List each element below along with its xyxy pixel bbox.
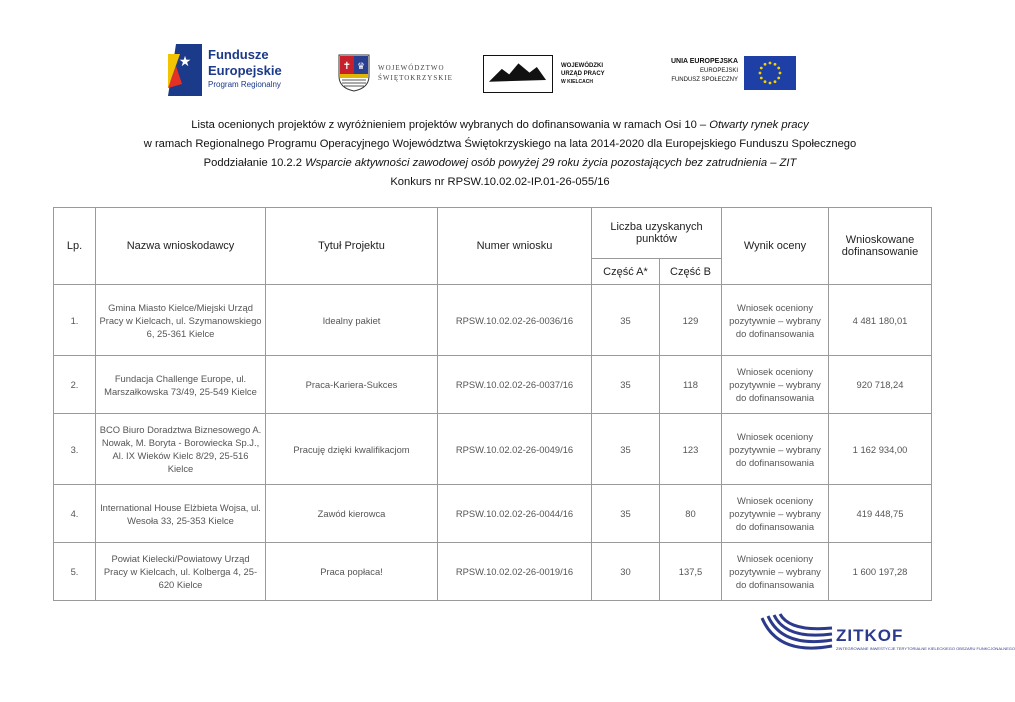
cell-project-title: Idealny pakiet — [266, 285, 438, 356]
wojewodztwo-line2: ŚWIĘTOKRZYSKIE — [378, 74, 453, 82]
svg-text:♛: ♛ — [356, 62, 366, 72]
ue-line3: FUNDUSZ SPOŁECZNY — [671, 77, 738, 83]
cell-funding: 1 600 197,28 — [829, 543, 932, 601]
results-table — [53, 207, 932, 601]
wup-logo-frame — [483, 55, 553, 93]
header-part-a: Część A* — [592, 259, 660, 285]
cell-result: Wniosek oceniony pozytywnie – wybrany do dofinansowania — [722, 285, 829, 356]
header-points: Liczba uzyskanych punktów — [592, 208, 722, 259]
cell-applicant: International House Elżbieta Wojsa, ul. Wesoła 33, 25-353 Kielce — [96, 485, 266, 543]
cell-application-number: RPSW.10.02.02-26-0044/16 — [438, 485, 592, 543]
cell-part-b: 80 — [660, 485, 722, 543]
cell-lp: 5. — [54, 543, 96, 601]
coat-of-arms-icon — [338, 54, 370, 92]
heading-line-4: Konkurs nr RPSW.10.02.02-IP.01-26-055/16 — [390, 176, 610, 188]
wup-line2: URZĄD PRACY — [561, 71, 605, 77]
cell-part-b: 137,5 — [660, 543, 722, 601]
cell-part-a: 35 — [592, 356, 660, 414]
cell-part-a: 35 — [592, 485, 660, 543]
ue-line2: EUROPEJSKI — [699, 68, 738, 74]
cell-result: Wniosek oceniony pozytywnie – wybrany do dofinansowania — [722, 485, 829, 543]
heading-line-2: w ramach Regionalnego Programu Operacyjnego Województwa Świętokrzyskiego na lata 2014-2020 dla Europejskiego Funduszu Społecznego — [143, 138, 857, 150]
zitkof-swirl-icon — [758, 612, 838, 662]
heading-line-3: Poddziałanie 10.2.2 Wsparcie aktywności zawodowej osób powyżej 29 roku życia pozostających bez zatrudnienia – ZIT — [203, 157, 797, 169]
cell-part-b: 118 — [660, 356, 722, 414]
cell-part-a: 30 — [592, 543, 660, 601]
header-result: Wynik oceny — [722, 208, 829, 285]
table-row — [54, 356, 932, 414]
wup-line1: WOJEWÓDZKI — [561, 63, 603, 69]
wup-line3: W KIELCACH — [561, 79, 593, 85]
cell-application-number: RPSW.10.02.02-26-0037/16 — [438, 356, 592, 414]
svg-text:★: ★ — [178, 54, 192, 70]
cell-lp: 1. — [54, 285, 96, 356]
table-row — [54, 414, 932, 485]
cell-result: Wniosek oceniony pozytywnie – wybrany do dofinansowania — [722, 414, 829, 485]
ue-line1: UNIA EUROPEJSKA — [670, 58, 738, 65]
cell-part-b: 129 — [660, 285, 722, 356]
cell-part-a: 35 — [592, 285, 660, 356]
fundusze-line2: Europejskie — [208, 63, 282, 78]
cell-lp: 3. — [54, 414, 96, 485]
cell-funding: 1 162 934,00 — [829, 414, 932, 485]
cell-applicant: Fundacja Challenge Europe, ul. Marszałkowska 73/49, 25-549 Kielce — [96, 356, 266, 414]
zitkof-tagline: ZINTEGROWANE INWESTYCJE TERYTORIALNE KIELECKIEGO OBSZARU FUNKCJONALNEGO — [836, 646, 1015, 651]
cell-project-title: Pracuję dzięki kwalifikacjom — [266, 414, 438, 485]
cell-funding: 419 448,75 — [829, 485, 932, 543]
table-row — [54, 285, 932, 356]
cell-project-title: Praca popłaca! — [266, 543, 438, 601]
header-lp: Lp. — [54, 208, 96, 285]
fundusze-line3: Program Regionalny — [208, 80, 281, 89]
table-row — [54, 543, 932, 601]
cell-result: Wniosek oceniony pozytywnie – wybrany do dofinansowania — [722, 543, 829, 601]
document-heading — [70, 116, 930, 192]
cell-result: Wniosek oceniony pozytywnie – wybrany do dofinansowania — [722, 356, 829, 414]
cell-applicant: Powiat Kielecki/Powiatowy Urząd Pracy w Kielcach, ul. Kolberga 4, 25-620 Kielce — [96, 543, 266, 601]
cell-applicant: Gmina Miasto Kielce/Miejski Urząd Pracy w Kielcach, ul. Szymanowskiego 6, 25-361 Kielce — [96, 285, 266, 356]
cell-part-a: 35 — [592, 414, 660, 485]
cell-application-number: RPSW.10.02.02-26-0019/16 — [438, 543, 592, 601]
eu-flag-icon — [744, 56, 796, 90]
fundusze-line1: Fundusze — [208, 47, 269, 62]
header-funding: Wnioskowane dofinansowanie — [829, 208, 932, 285]
header-applicant: Nazwa wnioskodawcy — [96, 208, 266, 285]
cell-lp: 2. — [54, 356, 96, 414]
heading-line-1: Lista ocenionych projektów z wyróżnieniem projektów wybranych do dofinansowania w ramach Osi 10 – Otwarty rynek pracy — [191, 119, 809, 131]
svg-text:✝: ✝ — [342, 61, 352, 72]
zitkof-name: ZITKOF — [836, 626, 904, 645]
header-part-b: Część B — [660, 259, 722, 285]
cell-project-title: Praca-Kariera-Sukces — [266, 356, 438, 414]
table-header-row — [54, 208, 932, 259]
cell-funding: 4 481 180,01 — [829, 285, 932, 356]
table-row — [54, 485, 932, 543]
header-application-number: Numer wniosku — [438, 208, 592, 285]
fundusze-europejskie-mark-icon — [168, 44, 202, 96]
wojewodztwo-line1: WOJEWÓDZTWO — [378, 64, 445, 72]
cell-project-title: Zawód kierowca — [266, 485, 438, 543]
cell-funding: 920 718,24 — [829, 356, 932, 414]
mountains-icon — [484, 56, 551, 91]
logo-strip — [0, 0, 992, 110]
cell-part-b: 123 — [660, 414, 722, 485]
cell-application-number: RPSW.10.02.02-26-0049/16 — [438, 414, 592, 485]
cell-applicant: BCO Biuro Doradztwa Biznesowego A. Nowak, M. Boryta - Borowiecka Sp.J., Al. IX Wieków Kielc 8/29, 25-516 Kielce — [96, 414, 266, 485]
header-project-title: Tytuł Projektu — [266, 208, 438, 285]
cell-application-number: RPSW.10.02.02-26-0036/16 — [438, 285, 592, 356]
cell-lp: 4. — [54, 485, 96, 543]
